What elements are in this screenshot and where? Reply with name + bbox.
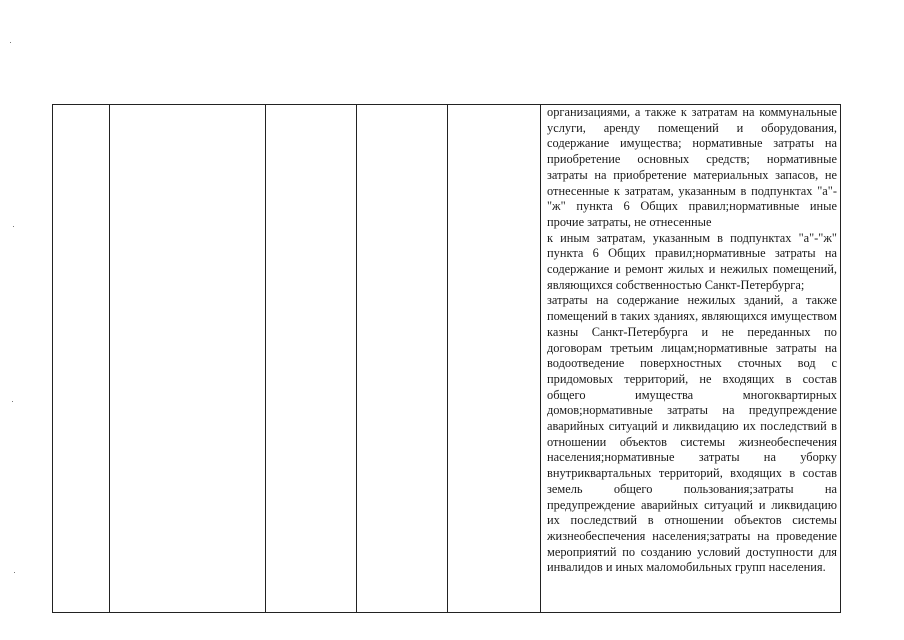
table-cell-text: [544, 105, 840, 612]
column-divider-1: [109, 105, 110, 612]
scan-speck: [12, 401, 13, 402]
scan-speck: [14, 572, 15, 573]
scan-speck: [13, 226, 14, 227]
scan-speck: [10, 42, 11, 43]
column-divider-3: [356, 105, 357, 612]
column-divider-2: [265, 105, 266, 612]
column-divider-4: [447, 105, 448, 612]
cell-paragraph: к иным затратам, указанным в подпунктах "а"-"ж" пункта 6 Общих правил;нормативные затраты на содержание и ремонт жилых и нежилых помещений, являющихся собственностью Санкт-Петербурга;: [547, 230, 837, 292]
cell-paragraph: организациями, а также к затратам на коммунальные услуги, аренду помещений и оборудования, содержание имущества; нормативные затраты на приобретение основных средств; нормативные затраты на приобретение материальных запасов, не отнесенные к затратам, указанным в подпунктах "а"-"ж" пункта 6 Общих правил;нормативные иные прочие затраты, не отнесенные: [547, 105, 837, 229]
cell-paragraph: затраты на содержание нежилых зданий, а также помещений в таких зданиях, являющихся имуществом казны Санкт-Петербурга и не переданных по договорам третьим лицам;нормативные затраты на водоотведение поверхностных сточных вод с придомовых территорий, не входящих в состав общего имущества многоквартирных домов;нормативные затраты на предупреждение аварийных ситуаций и ликвидацию их последствий в отношении объектов системы жизнеобеспечения населения;нормативные затраты на уборку внутриквартальных территорий, входящих в состав земель общего пользования;затраты на предупреждение аварийных ситуаций и ликвидацию их последствий в отношении объектов системы жизнеобеспечения населения;затраты на проведение мероприятий по созданию условий доступности для инвалидов и иных маломобильных групп населения.: [547, 293, 837, 575]
column-divider-5: [540, 105, 541, 612]
data-table: [52, 104, 841, 613]
